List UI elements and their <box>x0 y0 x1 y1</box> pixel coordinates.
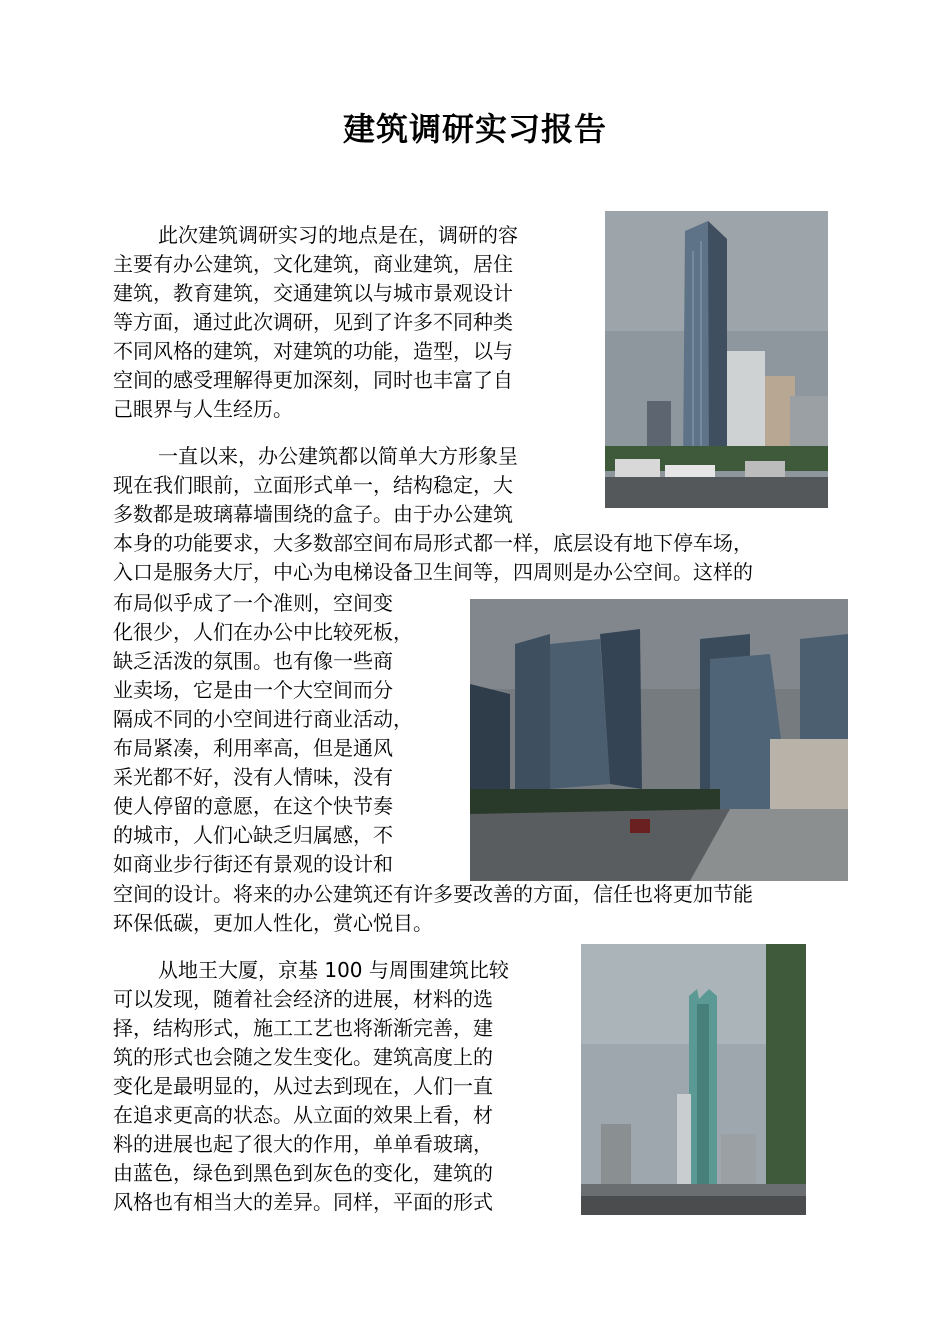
paragraph-3-line-7: 料的进展也起了很大的作用，单单看玻璃， <box>113 1132 493 1156</box>
paragraph-2-line-17: 环保低碳，更加人性化，赏心悦目。 <box>113 911 433 935</box>
skyscraper-photo-1 <box>605 211 828 508</box>
paragraph-3-line-4: 筑的形式也会随之发生变化。建筑高度上的 <box>113 1045 493 1069</box>
paragraph-3-line-5: 变化是最明显的，从过去到现在，人们一直 <box>113 1074 493 1098</box>
paragraph-2-line-11: 布局紧凑，利用率高，但是通风 <box>113 736 393 760</box>
paragraph-2-line-8: 缺乏活泼的氛围。也有像一些商 <box>113 649 393 673</box>
paragraph-1-line-4: 等方面，通过此次调研，见到了许多不同种类 <box>113 310 513 334</box>
paragraph-3-line-8: 由蓝色，绿色到黑色到灰色的变化，建筑的 <box>113 1161 493 1185</box>
paragraph-2-line-6: 布局似乎成了一个准则，空间变 <box>113 591 393 615</box>
paragraph-2-line-7: 化很少，人们在办公中比较死板， <box>113 620 413 644</box>
paragraph-2-line-14: 的城市，人们心缺乏归属感，不 <box>113 823 393 847</box>
paragraph-3-line-9: 风格也有相当大的差异。同样，平面的形式 <box>113 1190 493 1214</box>
paragraph-2-line-16: 空间的设计。将来的办公建筑还有许多要改善的方面，信任也将更加节能 <box>113 882 753 906</box>
paragraph-2-line-12: 采光都不好，没有人情味，没有 <box>113 765 393 789</box>
paragraph-2-line-1: 一直以来，办公建筑都以简单大方形象呈 <box>158 444 518 468</box>
paragraph-1-line-7: 己眼界与人生经历。 <box>113 397 293 421</box>
paragraph-1-line-6: 空间的感受理解得更加深刻，同时也丰富了自 <box>113 368 513 392</box>
road <box>470 809 730 881</box>
paragraph-2-line-10: 隔成不同的小空间进行商业活动， <box>113 707 413 731</box>
paragraph-3-line-6: 在追求更高的状态。从立面的效果上看，材 <box>113 1103 493 1127</box>
paragraph-2-line-13: 使人停留的意愿，在这个快节奏 <box>113 794 393 818</box>
paragraph-1-line-1: 此次建筑调研实习的地点是在，调研的容 <box>158 223 518 247</box>
paragraph-3-line-2: 可以发现，随着社会经济的进展，材料的选 <box>113 987 493 1011</box>
road <box>581 1196 806 1215</box>
paragraph-3-line-3: 择，结构形式，施工工艺也将渐渐完善，建 <box>113 1016 493 1040</box>
page-title: 建筑调研实习报告 <box>342 110 607 148</box>
road <box>605 477 828 508</box>
paragraph-2-line-9: 业卖场，它是由一个大空间而分 <box>113 678 393 702</box>
paragraph-2-line-2: 现在我们眼前，立面形式单一，结构稳定，大 <box>113 473 513 497</box>
tower-facade <box>515 634 550 794</box>
office-towers-photo <box>470 599 848 881</box>
paragraph-2-line-5: 入口是服务大厅，中心为电梯设备卫生间等，四周则是办公空间。这样的 <box>113 560 753 584</box>
paragraph-1-line-5: 不同风格的建筑，对建筑的功能，造型，以与 <box>113 339 513 363</box>
paragraph-2-line-4: 本身的功能要求，大多数部空间布局形式都一样，底层设有地下停车场， <box>113 531 753 555</box>
paragraph-1-line-2: 主要有办公建筑，文化建筑，商业建筑，居住 <box>113 252 513 276</box>
paragraph-2-line-3: 多数都是玻璃幕墙围绕的盒子。由于办公建筑 <box>113 502 513 526</box>
skyscraper-photo-2 <box>581 944 806 1215</box>
paragraph-1-line-3: 建筑，教育建筑，交通建筑以与城市景观设计 <box>113 281 513 305</box>
paragraph-3-line-1: 从地王大厦，京基 100 与周围建筑比较 <box>158 958 509 982</box>
paragraph-2-line-15: 如商业步行街还有景观的设计和 <box>113 852 393 876</box>
